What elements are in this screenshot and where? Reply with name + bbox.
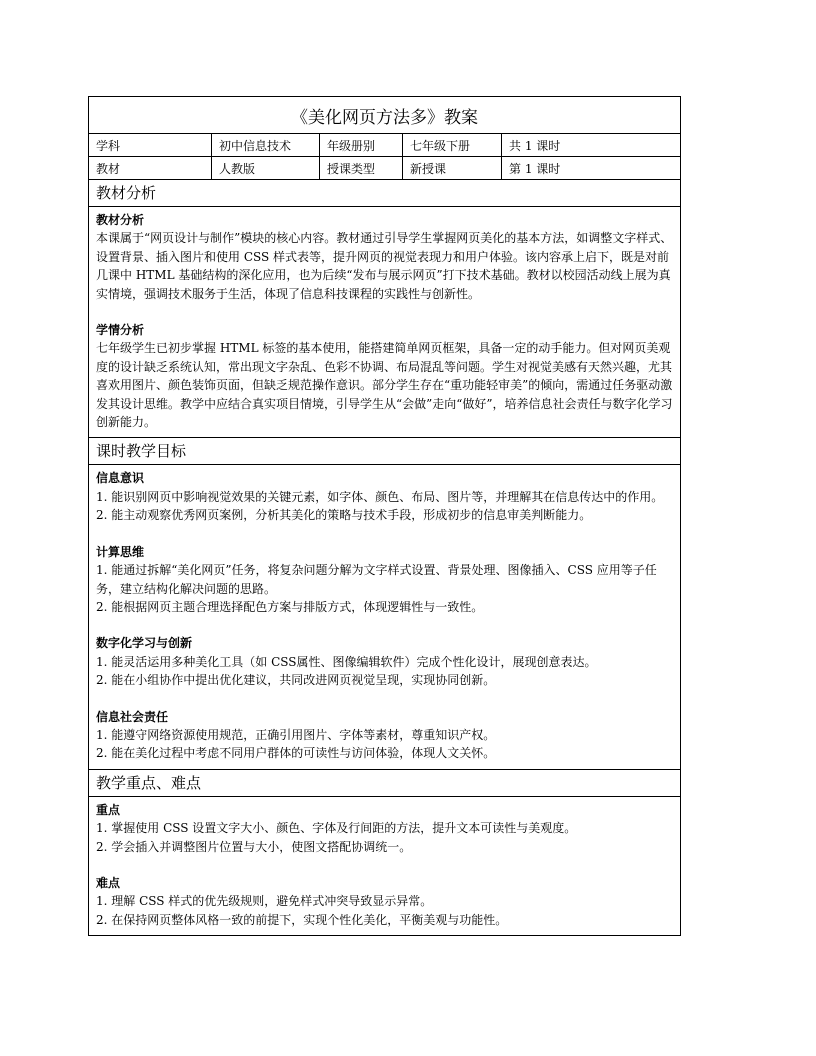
paragraph: 七年级学生已初步掌握 HTML 标签的基本使用，能搭建简单网页框架，具备一定的动手能力。但对网页美观度的设计缺乏系统认知，常出现文字杂乱、色彩不协调、布局混乱等问题。学生对视觉美感有天然兴趣，尤其喜欢用图片、颜色装饰页面，但缺乏规范操作意识。部分学生存在“重功能轻审美”的倾向，需通过任务驱动激发其设计思维。教学中应结合真实项目情境，引导学生从“会做”走向“做好”，培养信息社会责任与数字化学习创新能力。 bbox=[96, 341, 673, 430]
info-cell: 初中信息技术 bbox=[212, 134, 320, 156]
section-heading: 教学重点、难点 bbox=[89, 770, 680, 797]
subheading: 教材分析 bbox=[96, 213, 145, 227]
list-item: 1. 掌握使用 CSS 设置文字大小、颜色、字体及行间距的方法，提升文本可读性与美观度。 bbox=[96, 821, 577, 836]
section-heading: 教材分析 bbox=[89, 180, 680, 207]
list-item: 2. 能根据网页主题合理选择配色方案与排版方式，体现逻辑性与一致性。 bbox=[96, 599, 484, 614]
section-body bbox=[89, 797, 680, 935]
lesson-plan-table bbox=[88, 96, 681, 936]
analysis-section bbox=[89, 180, 680, 438]
subheading: 难点 bbox=[96, 875, 121, 890]
info-cell: 第 1 课时 bbox=[509, 161, 561, 176]
info-cell: 年级册别 bbox=[320, 134, 403, 156]
list-item: 2. 能在小组协作中提出优化建议，共同改进网页视觉呈现，实现协同创新。 bbox=[96, 673, 496, 688]
subheading: 学情分析 bbox=[96, 323, 145, 338]
info-cell: 教材 bbox=[89, 157, 212, 179]
subheading: 重点 bbox=[96, 802, 121, 817]
document-title: 《美化网页方法多》教案 bbox=[89, 97, 680, 134]
info-cell: 七年级下册 bbox=[403, 134, 502, 156]
list-item: 2. 能主动观察优秀网页案例，分析其美化的策略与技术手段，形成初步的信息审美判断能力。 bbox=[96, 508, 592, 523]
list-item: 1. 理解 CSS 样式的优先级规则，避免样式冲突导致显示异常。 bbox=[96, 894, 433, 909]
list-item: 1. 能识别网页中影响视觉效果的关键元素，如字体、颜色、布局、图片等，并理解其在信息传达中的作用。 bbox=[96, 489, 664, 504]
list-item: 1. 能灵活运用多种美化工具（如 CSS属性、图像编辑软件）完成个性化设计，展现创意表达。 bbox=[96, 654, 597, 669]
list-item: 1. 能通过拆解“美化网页”任务，将复杂问题分解为文字样式设置、背景处理、图像插入、CSS 应用等子任务，建立结构化解决问题的思路。 bbox=[96, 563, 657, 596]
subheading: 信息社会责任 bbox=[96, 709, 169, 724]
info-cell: 新授课 bbox=[403, 157, 502, 179]
keypoints-section bbox=[89, 770, 680, 935]
section-heading: 课时教学目标 bbox=[89, 438, 680, 465]
subheading: 数字化学习与创新 bbox=[96, 636, 193, 651]
section-body bbox=[89, 207, 680, 437]
info-cell: 学科 bbox=[89, 134, 212, 156]
info-row bbox=[89, 157, 680, 180]
info-cell: 人教版 bbox=[212, 157, 320, 179]
info-cell: 授课类型 bbox=[320, 157, 403, 179]
subheading: 信息意识 bbox=[96, 471, 145, 486]
list-item: 1. 能遵守网络资源使用规范，正确引用图片、字体等素材，尊重知识产权。 bbox=[96, 727, 496, 742]
goals-section bbox=[89, 438, 680, 769]
list-item: 2. 在保持网页整体风格一致的前提下，实现个性化美化，平衡美观与功能性。 bbox=[96, 912, 508, 927]
info-row bbox=[89, 134, 680, 157]
list-item: 2. 能在美化过程中考虑不同用户群体的可读性与访问体验，体现人文关怀。 bbox=[96, 746, 496, 761]
list-item: 2. 学会插入并调整图片位置与大小，使图文搭配协调统一。 bbox=[96, 839, 412, 854]
section-body bbox=[89, 465, 680, 768]
subheading: 计算思维 bbox=[96, 544, 145, 559]
paragraph: 本课属于“网页设计与制作”模块的核心内容。教材通过引导学生掌握网页美化的基本方法，如调整文字样式、设置背景、插入图片和使用 CSS 样式表等，提升网页的视觉表现力和用户体验。该内容承上启下，既是对前几课中 HTML 基础结构的深化应用，也为后续“发布与展示网页”打下技术基础。教材以校园活动线上展为真实情境，强调技术服务于生活，体现了信息科技课程的实践性与创新性。 bbox=[96, 231, 673, 301]
info-cell: 共 1 课时 bbox=[509, 138, 561, 153]
